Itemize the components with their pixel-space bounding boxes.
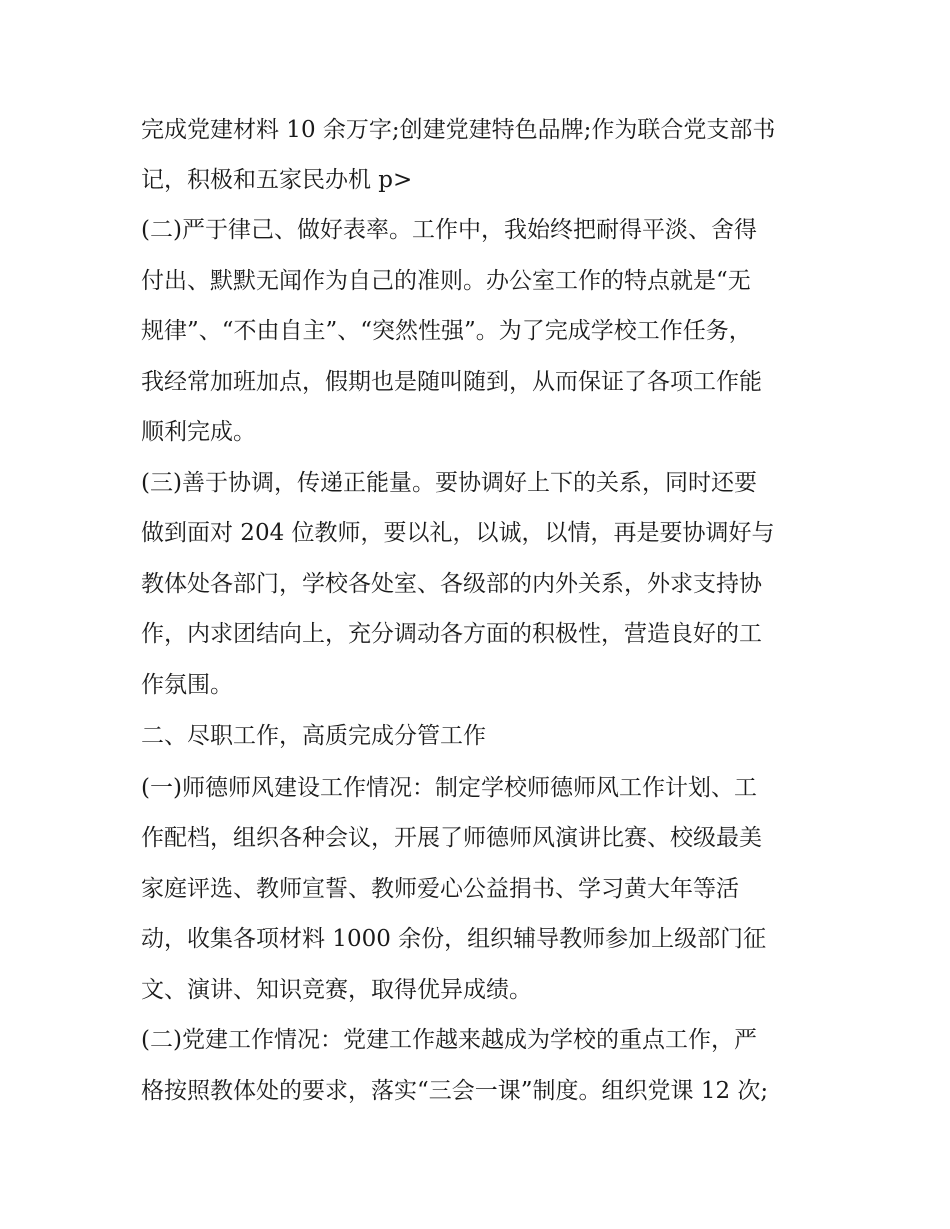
- text-line-19: (二)党建工作情况：党建工作越来越成为学校的重点工作，严: [141, 1027, 757, 1053]
- text-line-11: 作，内求团结向上，充分调动各方面的积极性，营造良好的工: [141, 621, 762, 647]
- text-line-12: 作氛围。: [141, 672, 233, 698]
- section-heading: 二、尽职工作，高质完成分管工作: [141, 723, 486, 749]
- text-line-17: 动，收集各项材料 1000 余份，组织辅导教师参加上级部门征: [141, 926, 767, 952]
- text-line-9: 做到面对 204 位教师，要以礼，以诚，以情，再是要协调好与: [141, 520, 775, 546]
- text-line-8: (三)善于协调，传递正能量。要协调好上下的关系，同时还要: [141, 470, 757, 496]
- text-line-3: (二)严于律己、做好表率。工作中，我始终把耐得平淡、舍得: [141, 217, 757, 243]
- text-line-14: (一)师德师风建设工作情况：制定学校师德师风工作计划、工: [141, 775, 757, 801]
- text-line-5: 规律”、“不由自主”、“突然性强”。为了完成学校工作任务，: [141, 318, 752, 344]
- text-line-18: 文、演讲、知识竞赛，取得优异成绩。: [141, 977, 532, 1003]
- text-line-2: 记，积极和五家民办机 p>: [141, 167, 413, 193]
- text-line-1: 完成党建材料 10 余万字;创建党建特色品牌;作为联合党支部书: [141, 117, 776, 143]
- text-line-7: 顺利完成。: [141, 419, 256, 445]
- text-line-6: 我经常加班加点，假期也是随叫随到，从而保证了各项工作能: [141, 369, 762, 395]
- text-line-15: 作配档，组织各种会议，开展了师德师风演讲比赛、校级最美: [141, 825, 762, 851]
- text-line-10: 教体处各部门，学校各处室、各级部的内外关系，外求支持协: [141, 571, 762, 597]
- text-line-16: 家庭评选、教师宣誓、教师爱心公益捐书、学习黄大年等活: [141, 876, 739, 902]
- text-line-20: 格按照教体处的要求，落实“三会一课”制度。组织党课 12 次;: [141, 1078, 769, 1104]
- text-line-4: 付出、默默无闻作为自己的准则。办公室工作的特点就是“无: [141, 268, 751, 294]
